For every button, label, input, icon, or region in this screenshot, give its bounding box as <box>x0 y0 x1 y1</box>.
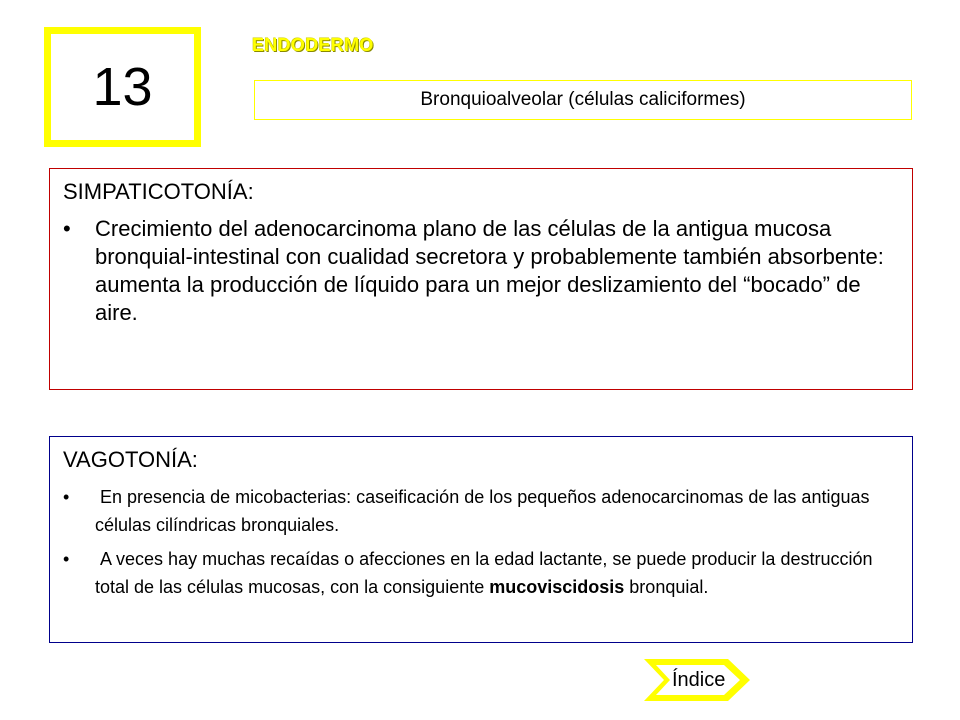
sympathicotonia-panel <box>49 168 913 390</box>
slide-number-box <box>44 27 201 147</box>
sympathicotonia-heading: SIMPATICOTONÍA: <box>63 179 254 204</box>
vagotonia-heading: VAGOTONÍA: <box>63 447 198 472</box>
index-button-label: Índice <box>672 669 726 691</box>
subtitle-box <box>254 80 912 120</box>
bullet-text <box>95 545 898 601</box>
bullet-icon: • <box>63 487 70 507</box>
bullet-text-end: bronquial. <box>624 577 709 597</box>
subtitle: Bronquioalveolar (células caliciformes) <box>420 89 746 110</box>
bullet-icon: • <box>63 216 71 241</box>
list-item <box>63 483 898 539</box>
slide-number: 13 <box>92 57 153 117</box>
section-title: ENDODERMO <box>252 35 374 55</box>
list-item <box>63 215 898 327</box>
sympathicotonia-list <box>63 215 898 333</box>
vagotonia-panel <box>49 436 913 643</box>
list-item <box>63 545 898 601</box>
vagotonia-list <box>63 483 898 607</box>
bullet-text: Crecimiento del adenocarcinoma plano de las células de la antigua mucosa bronquial-intestinal con cualidad secretora y probablemente también absorbente: aumenta la producción de líquido para un mejor deslizamiento del “bocado” de aire. <box>95 216 884 325</box>
bullet-icon: • <box>63 549 70 569</box>
bullet-text-start: A veces hay muchas recaídas o afecciones en la edad lactante, se puede producir la destrucción total de las células mucosas, con la consiguiente <box>95 549 878 597</box>
index-button[interactable] <box>644 659 750 701</box>
bold-term: mucoviscidosis <box>489 577 625 597</box>
bullet-text: En presencia de micobacterias: caseificación de los pequeños adenocarcinomas de las antiguas células cilíndricas bronquiales. <box>95 487 875 535</box>
